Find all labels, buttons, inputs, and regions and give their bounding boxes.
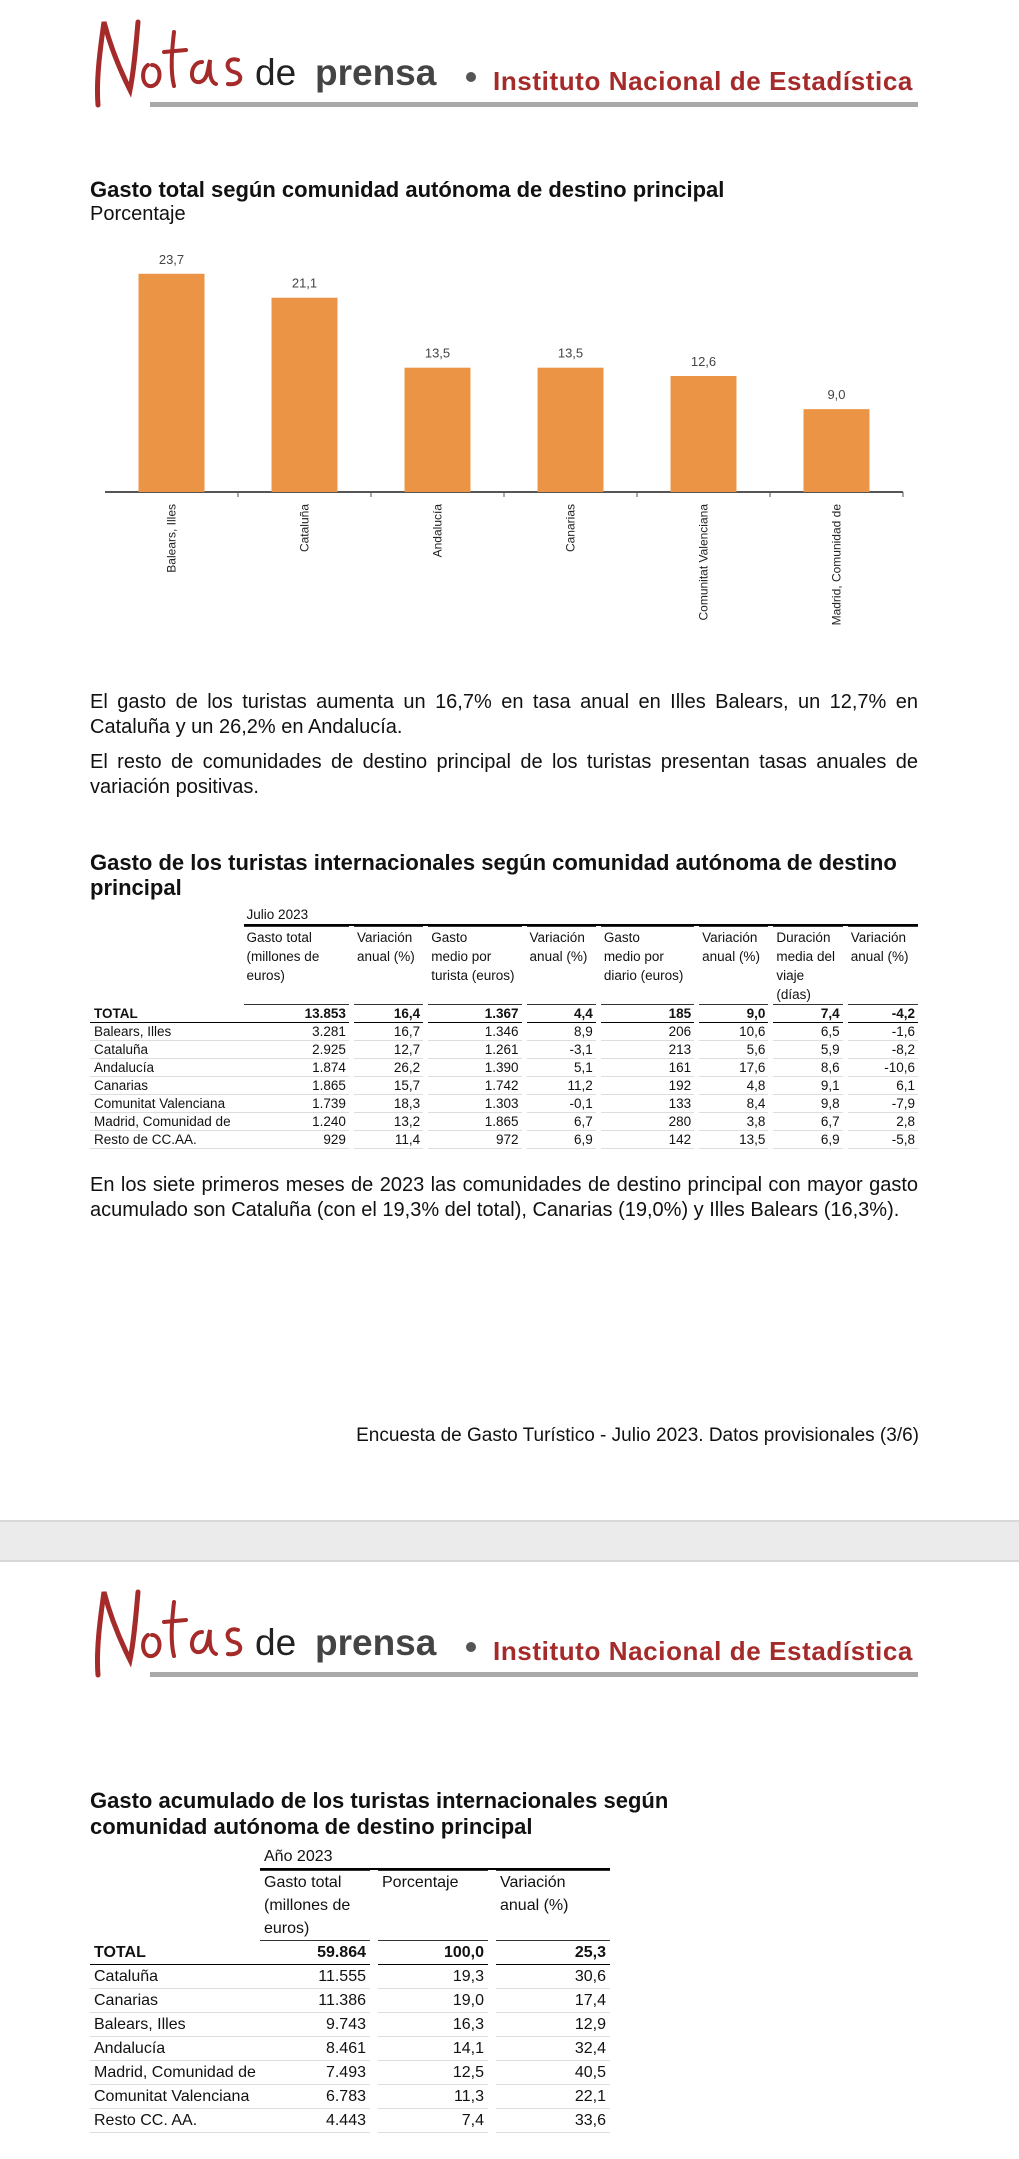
table-cell: 11,4 (354, 1131, 423, 1149)
table-cell: 59.864 (260, 1941, 370, 1965)
table-row (90, 2061, 610, 2085)
table-cell: 19,3 (378, 1965, 488, 1989)
table-july-2023 (90, 904, 918, 1149)
table-cell: 11,3 (378, 2085, 488, 2109)
table-row (90, 2085, 610, 2109)
table-cell: 929 (244, 1131, 349, 1149)
bar (804, 409, 870, 492)
table-cell: 25,3 (496, 1941, 610, 1965)
notas-logo (90, 1580, 250, 1680)
page-footer: Encuesta de Gasto Turístico - Julio 2023. Datos provisionales (3/6) (356, 1425, 919, 1446)
table-cell: 6,9 (527, 1131, 596, 1149)
table-cell: 16,3 (378, 2013, 488, 2037)
table-cell: 1.346 (428, 1023, 521, 1041)
table-cell: 1.865 (244, 1077, 349, 1095)
table2-period: Año 2023 (260, 1845, 610, 1870)
table-cell: 1.240 (244, 1113, 349, 1131)
table-cell: 3,8 (699, 1113, 768, 1131)
table-cell: 280 (601, 1113, 694, 1131)
table-cell: 6,5 (773, 1023, 842, 1041)
press-header (90, 1580, 920, 1680)
table-cell: 213 (601, 1041, 694, 1059)
table-cell: 11.555 (260, 1965, 370, 1989)
table1-header-cell: Variación anual (%) (354, 926, 423, 1005)
table-cell: 16,7 (354, 1023, 423, 1041)
table-cell: 206 (601, 1023, 694, 1041)
table-cell: 161 (601, 1059, 694, 1077)
table-cell: 30,6 (496, 1965, 610, 1989)
institute-name: Instituto Nacional de Estadística (493, 66, 913, 96)
row-label: Andalucía (90, 2037, 260, 2061)
table-cell: 1.367 (428, 1005, 521, 1023)
data-label: 13,5 (424, 345, 451, 361)
x-tick-label: Balears, Illes (164, 504, 179, 573)
row-label: Canarias (90, 1077, 244, 1095)
row-label: TOTAL (90, 1005, 244, 1023)
bar (139, 274, 205, 492)
table-row (90, 1077, 918, 1095)
data-label: 13,5 (557, 345, 584, 361)
x-tick-label: Madrid, Comunidad de (829, 504, 844, 626)
row-label: Balears, Illes (90, 2013, 260, 2037)
table-cell: 8.461 (260, 2037, 370, 2061)
bullet-dot-icon (466, 1642, 476, 1652)
table-cell: 12,7 (354, 1041, 423, 1059)
table-cell: 32,4 (496, 2037, 610, 2061)
data-label: 21,1 (291, 275, 318, 291)
page-separator (0, 1520, 1019, 1562)
x-tick-label: Andalucía (430, 504, 445, 558)
table-cell: 7,4 (378, 2109, 488, 2133)
row-label: Comunitat Valenciana (90, 1095, 244, 1113)
table-row (90, 1095, 918, 1113)
table2-title-line1: Gasto acumulado de los turistas internacionales según (90, 1788, 669, 1813)
table-cell: -10,6 (848, 1059, 918, 1077)
table-cell: 972 (428, 1131, 521, 1149)
table2-total-row (90, 1941, 610, 1965)
table1-title: Gasto de los turistas internacionales según comunidad autónoma de destino principal (90, 850, 897, 900)
table-cell: 13,5 (699, 1131, 768, 1149)
table-cell: 11.386 (260, 1989, 370, 2013)
table-cell: 18,3 (354, 1095, 423, 1113)
table2-title-line2: comunidad autónoma de destino principal (90, 1814, 533, 1839)
chart-title: Gasto total según comunidad autónoma de destino principal (90, 177, 725, 202)
table-cell: 16,4 (354, 1005, 423, 1023)
row-label: Madrid, Comunidad de (90, 2061, 260, 2085)
table-cell: 142 (601, 1131, 694, 1149)
table-cell: -8,2 (848, 1041, 918, 1059)
table-cell: 9,1 (773, 1077, 842, 1095)
table-cell: 1.390 (428, 1059, 521, 1077)
table-cell: 10,6 (699, 1023, 768, 1041)
table-cell: 8,6 (773, 1059, 842, 1077)
table-row (90, 2013, 610, 2037)
header-prensa: prensa (315, 52, 437, 93)
header-de: de (255, 1622, 297, 1663)
table-cell: 1.742 (428, 1077, 521, 1095)
notas-logo (90, 10, 250, 110)
table-row (90, 1965, 610, 1989)
table-cell: 12,5 (378, 2061, 488, 2085)
table-cell: 185 (601, 1005, 694, 1023)
x-tick-label: Cataluña (297, 504, 312, 553)
table-cell: 5,6 (699, 1041, 768, 1059)
table-cell: 11,2 (527, 1077, 596, 1095)
table2-title (90, 1788, 668, 1840)
table-row (90, 1041, 918, 1059)
row-label: Resto CC. AA. (90, 2109, 260, 2133)
table-cell: -0,1 (527, 1095, 596, 1113)
table-cell: -1,6 (848, 1023, 918, 1041)
table-row (90, 2109, 610, 2133)
paragraph-1: El gasto de los turistas aumenta un 16,7% en tasa anual en Illes Balears, un 12,7% en Cataluña y un 26,2% en Andalucía. (90, 691, 918, 738)
header-de: de (255, 52, 297, 93)
table1-header-cell: Variación anual (%) (848, 926, 918, 1005)
data-label: 12,6 (690, 353, 717, 369)
table-row (90, 1023, 918, 1041)
table-cell: 12,9 (496, 2013, 610, 2037)
x-tick-label: Comunitat Valenciana (696, 504, 711, 621)
row-label: TOTAL (90, 1941, 260, 1965)
table-cell: 6.783 (260, 2085, 370, 2109)
bar (405, 368, 471, 492)
bar (671, 376, 737, 492)
row-label: Comunitat Valenciana (90, 2085, 260, 2109)
table-cell: 4,8 (699, 1077, 768, 1095)
bar (272, 298, 338, 492)
table-row (90, 1113, 918, 1131)
table-cell: 6,1 (848, 1077, 918, 1095)
table-cell: 17,4 (496, 1989, 610, 2013)
row-label: Balears, Illes (90, 1023, 244, 1041)
header-rule (150, 1672, 918, 1677)
table-cell: 33,6 (496, 2109, 610, 2133)
table-cell: 4.443 (260, 2109, 370, 2133)
institute-name: Instituto Nacional de Estadística (493, 1636, 913, 1666)
table-cell: 19,0 (378, 1989, 488, 2013)
bullet-dot-icon (466, 72, 476, 82)
data-label: 9,0 (827, 387, 846, 403)
table-cell: 6,7 (773, 1113, 842, 1131)
table-cell: 133 (601, 1095, 694, 1113)
table-cell: 14,1 (378, 2037, 488, 2061)
table-cell: 5,1 (527, 1059, 596, 1077)
data-label: 23,7 (158, 251, 185, 267)
table-cell: 17,6 (699, 1059, 768, 1077)
table-cell: 9,0 (699, 1005, 768, 1023)
table-cell: 5,9 (773, 1041, 842, 1059)
table1-header-cell: Duración media del viaje (días) (773, 926, 842, 1005)
table-row (90, 1131, 918, 1149)
table-cell: -4,2 (848, 1005, 918, 1023)
table2-header-cell: Gasto total (millones de euros) (260, 1870, 370, 1941)
row-label: Canarias (90, 1989, 260, 2013)
table-cell: -7,9 (848, 1095, 918, 1113)
table-cell: 8,4 (699, 1095, 768, 1113)
table-row (90, 1989, 610, 2013)
table1-header-cell: Variación anual (%) (527, 926, 596, 1005)
table-cell: 13.853 (244, 1005, 349, 1023)
header-rule (150, 102, 918, 107)
table-cell: 40,5 (496, 2061, 610, 2085)
table-cell: 26,2 (354, 1059, 423, 1077)
table-cell: 6,7 (527, 1113, 596, 1131)
table-cell: 1.303 (428, 1095, 521, 1113)
row-label: Resto de CC.AA. (90, 1131, 244, 1149)
table-cell: 7.493 (260, 2061, 370, 2085)
table-cell: 6,9 (773, 1131, 842, 1149)
table-cell: 1.261 (428, 1041, 521, 1059)
table1-header-cell: Gasto total (millones de euros) (244, 926, 349, 1005)
paragraph-2: El resto de comunidades de destino principal de los turistas presentan tasas anuales de variación positivas. (90, 751, 918, 798)
bar (538, 368, 604, 492)
table1-total-row (90, 1005, 918, 1023)
table-cell: -3,1 (527, 1041, 596, 1059)
table-cell: 2.925 (244, 1041, 349, 1059)
table-cell: 13,2 (354, 1113, 423, 1131)
table-cell: 22,1 (496, 2085, 610, 2109)
table2-header-cell: Variación anual (%) (496, 1870, 610, 1941)
press-header (90, 10, 920, 110)
bar-chart (90, 230, 918, 640)
table-cell: 9.743 (260, 2013, 370, 2037)
table-cell: 8,9 (527, 1023, 596, 1041)
header-prensa: prensa (315, 1622, 437, 1663)
table-year-2023 (90, 1845, 610, 2133)
x-tick-label: Canarias (563, 504, 578, 553)
table-cell: 7,4 (773, 1005, 842, 1023)
table-cell: 3.281 (244, 1023, 349, 1041)
row-label: Madrid, Comunidad de (90, 1113, 244, 1131)
table2-header-cell: Porcentaje (378, 1870, 488, 1941)
table-cell: 15,7 (354, 1077, 423, 1095)
paragraph-3: En los siete primeros meses de 2023 las comunidades de destino principal con mayor gasto acumulado son Cataluña (con el 19,3% del total), Canarias (19,0%) y Illes Balears (16,3%). (90, 1174, 918, 1221)
row-label: Cataluña (90, 1965, 260, 1989)
chart-subtitle: Porcentaje (90, 203, 186, 225)
table-cell: 1.739 (244, 1095, 349, 1113)
table-row (90, 1059, 918, 1077)
table-cell: 4,4 (527, 1005, 596, 1023)
table-cell: 2,8 (848, 1113, 918, 1131)
table-cell: 1.874 (244, 1059, 349, 1077)
table-cell: 1.865 (428, 1113, 521, 1131)
table-row (90, 2037, 610, 2061)
table-cell: 100,0 (378, 1941, 488, 1965)
table-cell: 192 (601, 1077, 694, 1095)
table-cell: 9,8 (773, 1095, 842, 1113)
table1-header-cell: Gasto medio por turista (euros) (428, 926, 521, 1005)
table1-header-cell: Variación anual (%) (699, 926, 768, 1005)
table1-header-cell: Gasto medio por diario (euros) (601, 926, 694, 1005)
table1-period: Julio 2023 (244, 904, 918, 926)
table-cell: -5,8 (848, 1131, 918, 1149)
row-label: Andalucía (90, 1059, 244, 1077)
row-label: Cataluña (90, 1041, 244, 1059)
